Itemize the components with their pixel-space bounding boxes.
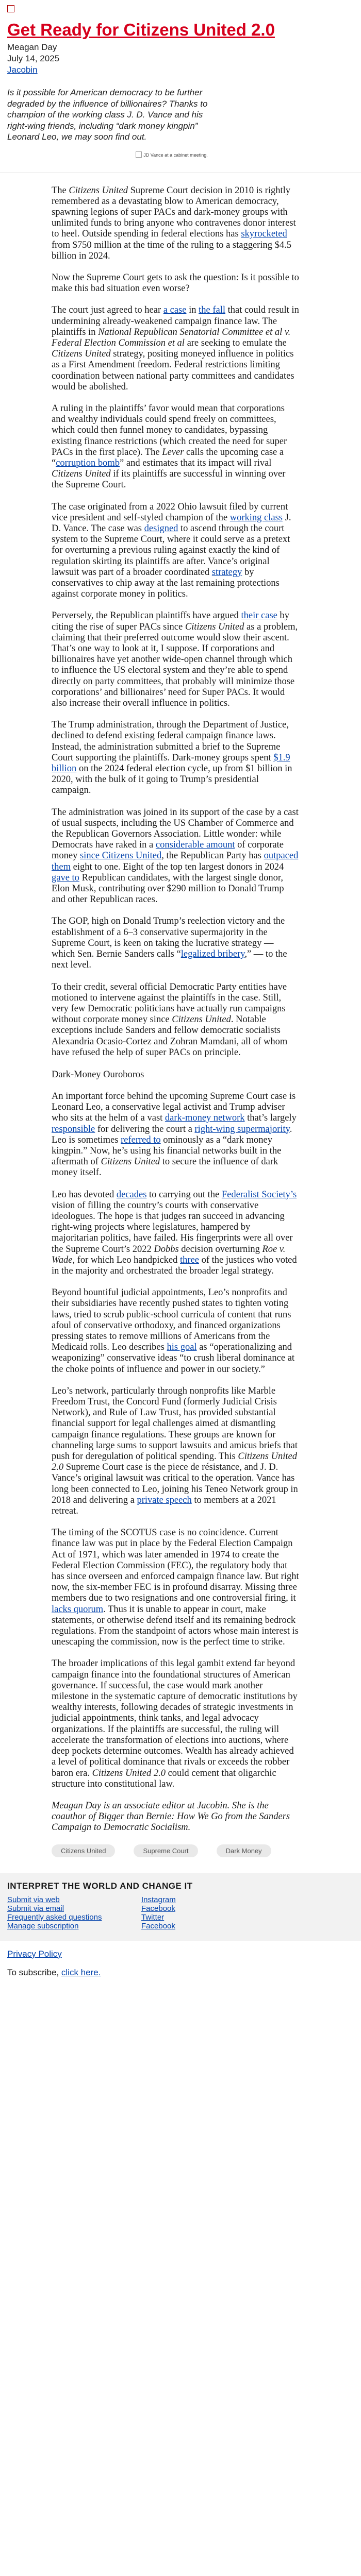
inline-link[interactable]: dark-money network bbox=[165, 1113, 245, 1124]
body-paragraph bbox=[52, 720, 299, 796]
text-run: An important force behind the upcoming Supreme Court case is Leonard Leo, a conservative legal activist and Trump adviser who sits at the helm of a vast bbox=[52, 1091, 296, 1124]
inline-link[interactable]: skyrocketed bbox=[241, 229, 287, 240]
text-run: Now the Supreme Court gets to ask the question: Is it possible to make this bad situation even worse? bbox=[52, 272, 299, 294]
inline-link[interactable]: $1.9 billion bbox=[52, 752, 290, 774]
text-run: ominously as a “dark money kingpin.” Now, he’s using his financial networks built in the aftermath of bbox=[52, 1134, 282, 1167]
text-run: if its plaintiffs are successful in winning over the Supreme Court. bbox=[52, 469, 286, 490]
paragraph-list bbox=[52, 185, 299, 1834]
inline-link[interactable]: his goal bbox=[167, 1342, 197, 1353]
text-run: Beyond bountiful judicial appointments, Leo’s nonprofits and their subsidiaries have recently pushed states to tighten voting laws, tried to scrub public-school curricula of content that runs afoul of conservative orthodoxy, and financed organizations pressing states to remove millions of Americans from the Medicaid rolls. Leo describes bbox=[52, 1287, 291, 1353]
inline-link[interactable]: working class bbox=[229, 512, 283, 523]
subscribe-row bbox=[0, 1959, 361, 1990]
hero-figure bbox=[107, 150, 236, 159]
text-run: by citing the rise of super PACs since bbox=[52, 611, 289, 632]
text-run: , for which Leo handpicked bbox=[72, 1255, 180, 1265]
text-run: . Thus it is unable to appear in court, make statements, or otherwise defend itself and its remaining bedrock regulations. From the standpoint of actors whose main interest is unescaping the commission, now is the perfect time to strike. bbox=[52, 1604, 299, 1648]
text-run: A ruling in the plaintiffs’ favor would mean that corporations and wealthy individuals could spend freely on committees, which could then funnel money to candidates, bypassing existing finance restrictions (which created the need for super PACs in the first place). The bbox=[52, 403, 287, 457]
italic-text: Lever bbox=[162, 447, 184, 457]
privacy-policy-link[interactable]: Privacy Policy bbox=[7, 1948, 62, 1959]
text-run: that’s largely bbox=[244, 1113, 297, 1124]
subscribe-text: To subscribe, bbox=[7, 1967, 61, 1977]
text-run: to secure the influence of dark money itself. bbox=[52, 1157, 278, 1178]
text-run: The bbox=[52, 185, 69, 196]
text-run: by conservatives to chip away at the last remaining protections against corporate money in politics. bbox=[52, 567, 280, 600]
text-run: The GOP, high on Donald Trump’s reelection victory and the establishment of a 6–3 conservative supermajority in the Supreme Court, is keen on taking the lucrative strategy — which Sen. Bernie Sanders calls “ bbox=[52, 916, 285, 960]
footer-link[interactable]: Instagram bbox=[141, 1895, 176, 1904]
footer-links-right bbox=[141, 1895, 275, 1930]
inline-link[interactable]: private speech bbox=[137, 1495, 192, 1505]
text-run: in bbox=[186, 305, 199, 316]
text-run: Perversely, the Republican plaintiffs have argued bbox=[52, 611, 241, 621]
text-run: vision of filling the country’s courts with conservative ideologues. The hope is that judges ran succeed in advancing right-wing projects where legislatures, hampered by majoritarian politics, have failed. His fingerprints were all over the Supreme Court’s 2022 bbox=[52, 1200, 293, 1255]
body-paragraph bbox=[52, 273, 299, 294]
inline-link[interactable]: decades bbox=[116, 1189, 147, 1200]
inline-link[interactable]: the fall bbox=[199, 305, 225, 316]
text-run: To their credit, several official Democratic Party entities have motioned to intervene against the plaintiffs in the case. Still, very few Democratic politicians have actually run campaigns without corporate money since bbox=[52, 981, 287, 1025]
text-run: The broader implications of this legal gambit extend far beyond campaign finance into the foundational structures of American governance. If successful, the case would mark another milestone in the systematic capture of democratic institutions by wealthy interests, following decades of strategic investments in judicial appointments, think tanks, and legal advocacy organizations. If the plaintiffs are successful, the ruling will accelerate the transformation of elections into auctions, where deep pockets determine outcomes. Wealth has already achieved a level of political dominance that rivals or exceeds the robber baron era. bbox=[52, 1658, 298, 1778]
inline-link[interactable]: corruption bomb bbox=[56, 457, 120, 468]
footer-link[interactable]: Submit via web bbox=[7, 1895, 60, 1904]
body-paragraph bbox=[52, 1287, 299, 1375]
body-paragraph bbox=[52, 1091, 299, 1179]
text-run: . Notable exceptions include Sanders and fellow democratic socialists Alexandria Ocasio-Cortez and Zohran Mamdani, all of whom have refused the help of super PACs on principle. bbox=[52, 1014, 288, 1058]
inline-link[interactable]: lacks quorum bbox=[52, 1604, 104, 1615]
article-header bbox=[0, 15, 361, 76]
text-run: to carrying out the bbox=[146, 1189, 222, 1200]
text-run: The administration was joined in its support of the case by a cast of usual suspects, including the US Chamber of Commerce and the Republican Governors Association. Little wonder: while Democrats have raked in a bbox=[52, 807, 299, 851]
section-heading: Dark-Money Ouroboros bbox=[52, 1069, 144, 1080]
body-paragraph bbox=[52, 185, 299, 262]
text-run: . Leo is sometimes bbox=[52, 1124, 292, 1145]
text-run: The Trump administration, through the Department of Justice, declined to defend existing federal campaign finance laws. Instead, the administration submitted a brief to the Supreme Court supporting the plaintiffs. Dark-money groups spent bbox=[52, 720, 289, 763]
footer-panel bbox=[0, 1873, 361, 1941]
inline-link[interactable]: strategy bbox=[211, 567, 242, 578]
body-paragraph bbox=[52, 611, 299, 709]
text-run: of the justices who voted in the majority and orchestrated the broader legal strategy. bbox=[52, 1255, 297, 1276]
hero-caption: JD Vance at a cabinet meeting. bbox=[143, 152, 208, 158]
footer-link[interactable]: Submit via email bbox=[7, 1904, 64, 1913]
inline-link[interactable]: responsible bbox=[52, 1124, 95, 1134]
section-link[interactable]: Jacobin bbox=[7, 65, 38, 75]
text-run: as a problem, claiming that their preferred outcome would slow their ascent. That’s one way to look at it, I suppose. If corporations and billionaires have yet another wide-open channel through which to influence the US electoral system and they’re able to spend directly on party committees, that probably will minimize those corporations’ and billionaires’ need for Super PACs. It would also increase their overall influence in politics. bbox=[52, 621, 298, 709]
body-paragraph bbox=[52, 403, 299, 491]
text-run: ,” — to the next level. bbox=[52, 949, 287, 971]
italic-text: Citizens United bbox=[52, 349, 111, 360]
text-run: Supreme Court decision in 2010 is rightly remembered as a devastating blow to American democracy, spawning legions of super PACs and dark-money groups with unlimited funds to bring anyone who contravenes donor interest to heel. Outside spending in federal elections has bbox=[52, 185, 296, 240]
inline-link[interactable]: three bbox=[180, 1255, 199, 1265]
italic-text: Citizens United bbox=[101, 1157, 160, 1167]
body-paragraph bbox=[52, 807, 299, 906]
body-paragraph bbox=[52, 1190, 299, 1277]
italic-text: Citizens United 2.0 bbox=[92, 1768, 166, 1778]
text-run: decision overturning bbox=[178, 1244, 262, 1255]
article-title[interactable]: Get Ready for Citizens United 2.0 bbox=[7, 20, 275, 39]
text-run: for delivering the court a bbox=[95, 1124, 195, 1134]
text-run: that could result in undermining already-weakened campaign finance law. The plaintiffs in bbox=[52, 305, 299, 337]
italic-text: Citizens United bbox=[69, 185, 128, 196]
text-run: strategy, positing moneyed influence in politics as a First Amendment freedom. Federal restrictions limiting coordination between national party committees and candidates would be abolished. bbox=[52, 349, 294, 392]
text-run: calls the upcoming case a “ bbox=[52, 447, 284, 468]
body-paragraph bbox=[52, 982, 299, 1058]
footer-link[interactable]: Frequently asked questions bbox=[7, 1912, 102, 1922]
italic-text: Citizens United bbox=[172, 1014, 231, 1025]
subscribe-link[interactable]: click here. bbox=[61, 1967, 101, 1977]
text-run: Supreme Court case is the piece de résistance, and J. D. Vance’s original lawsuit was critical to the operation. Vance has long been connected to Leo, joining his Teneo Network group in 2018 and delivering a bbox=[52, 1462, 298, 1505]
footer-link-columns bbox=[7, 1895, 354, 1930]
inline-link[interactable]: outpaced them bbox=[52, 851, 299, 872]
text-run: to members at a 2021 retreat. bbox=[52, 1495, 276, 1517]
site-logo-icon[interactable] bbox=[7, 5, 14, 12]
italic-text: Citizens United bbox=[185, 621, 244, 632]
text-run: as “operationalizing and weaponizing” conservative ideas “to crush liberal dominance at the choke points of influence and power in our society.” bbox=[52, 1342, 295, 1375]
text-run: are seeking to emulate the bbox=[184, 337, 287, 348]
publish-date: July 14, 2025 bbox=[7, 54, 60, 63]
privacy-row bbox=[0, 1941, 361, 1959]
body-paragraph bbox=[52, 1801, 299, 1834]
body-paragraph bbox=[52, 305, 299, 393]
site-bar bbox=[0, 0, 361, 15]
inline-link[interactable]: since Citizens United bbox=[79, 851, 162, 861]
italic-text: Meagan Day is an associate editor at Jacobin. She is the coauthor of Bigger than Bernie: How We Go from the Sanders Campaign to Democratic Socialism. bbox=[52, 1800, 290, 1833]
italic-text: Citizens United 2.0 bbox=[52, 1451, 297, 1473]
text-run: , the Republican Party has bbox=[161, 851, 264, 861]
text-run: to ascend through the court system to the Supreme Court, where it could serve as a pretext for overturning a previous ruling against exactly the kind of regulation skirting its plaintiffs are after. Vance’s original lawsuit was part of a broader coordinated bbox=[52, 523, 290, 578]
footer-link[interactable]: Facebook bbox=[141, 1921, 175, 1930]
text-run: of corporate money bbox=[52, 840, 284, 861]
footer-heading: INTERPRET THE WORLD AND CHANGE IT bbox=[7, 1880, 193, 1891]
inline-link[interactable]: referred to bbox=[121, 1134, 161, 1145]
inline-link[interactable]: Federalist Society’s bbox=[221, 1189, 297, 1200]
text-run: The case originated from a 2022 Ohio lawsuit filed by current vice president and self-styled champion of the bbox=[52, 501, 288, 523]
italic-text: Roe v. Wade bbox=[52, 1244, 286, 1265]
italic-text: National Republican Senatorial Committee et al v. Federal Election Commission et al bbox=[52, 327, 291, 348]
footer-link[interactable]: Manage subscription bbox=[7, 1921, 79, 1930]
hero-image-icon bbox=[136, 151, 142, 158]
text-run: Leo’s network, particularly through nonprofits like Marble Freedom Trust, the Concord Fund (formerly Judicial Crisis Network), and Rule of Law Trust, has provided substantial financial support for legal challenges aimed at dismantling campaign finance regulations. These groups are known for channeling large sums to support lawsuits and amicus briefs that push for deregulation of political spending. This bbox=[52, 1385, 298, 1462]
tag-chip[interactable]: Citizens United bbox=[52, 1844, 115, 1857]
body-paragraph bbox=[52, 1658, 299, 1789]
inline-link[interactable]: right-wing supermajority bbox=[194, 1124, 290, 1134]
inline-link[interactable]: gave to bbox=[52, 872, 79, 883]
text-run: ” and estimates that its impact will rival bbox=[120, 457, 272, 468]
body-paragraph bbox=[52, 502, 299, 600]
text-run: Leo has devoted bbox=[52, 1189, 117, 1200]
text-run: could cement that oligarchic structure into constitutional law. bbox=[52, 1768, 276, 1789]
inline-link[interactable]: legalized bribery bbox=[180, 949, 245, 960]
text-run: J. D. Vance. The case was bbox=[52, 512, 291, 534]
italic-text: Citizens United bbox=[52, 469, 111, 480]
tag-chip[interactable]: Supreme Court bbox=[134, 1844, 198, 1857]
text-run: eight to one. Eight of the top ten largest donors in 2024 bbox=[71, 861, 284, 872]
text-run: on the 2024 federal election cycle, up from $1 billion in 2020, with the bulk of it going to Trump’s presidential campaign. bbox=[52, 764, 292, 796]
footer-link[interactable]: Facebook bbox=[141, 1904, 175, 1913]
author-name: Meagan Day bbox=[7, 42, 57, 52]
text-run: The court just agreed to hear bbox=[52, 305, 163, 316]
inline-link[interactable]: a case bbox=[163, 305, 187, 316]
tag-list bbox=[52, 1844, 299, 1857]
body-paragraph bbox=[52, 1528, 299, 1648]
inline-link[interactable]: considerable amount bbox=[155, 840, 235, 851]
text-run: Republican candidates, with the largest single donor, Elon Musk, contributing over $290 million to Donald Trump and other Republican races. bbox=[52, 872, 284, 905]
byline bbox=[7, 42, 354, 76]
footer-link[interactable]: Twitter bbox=[141, 1912, 165, 1922]
article-body bbox=[0, 173, 299, 1857]
footer-links-left bbox=[7, 1895, 141, 1930]
text-run: The timing of the SCOTUS case is no coincidence. Current finance law was put in place by the Federal Election Campaign Act of 1971, which was later amended in 1974 to create the Federal Election Commission (FEC), the regulatory body that has since overseen and enforced campaign finance law. But right now, the six-member FEC is in profound disarray. Missing three members due to two resignations and one controversial firing, it bbox=[52, 1528, 299, 1604]
article-dek: Is it possible for American democracy to be further degraded by the influence of billionaires? Thanks to champion of the working class J. D. Vance and his right-wing friends, including “dark money kingpin” Leonard Leo, we may soon find out. bbox=[7, 88, 208, 142]
italic-text: Dobbs bbox=[154, 1244, 179, 1255]
inline-link[interactable]: their case bbox=[241, 611, 277, 621]
body-paragraph bbox=[52, 1386, 299, 1517]
inline-link[interactable]: designed bbox=[144, 523, 178, 534]
text-run: from $750 million at the time of the ruling to a staggering $4.5 billion in 2024. bbox=[52, 240, 291, 261]
body-paragraph bbox=[52, 916, 299, 971]
tag-chip[interactable]: Dark Money bbox=[217, 1844, 271, 1857]
